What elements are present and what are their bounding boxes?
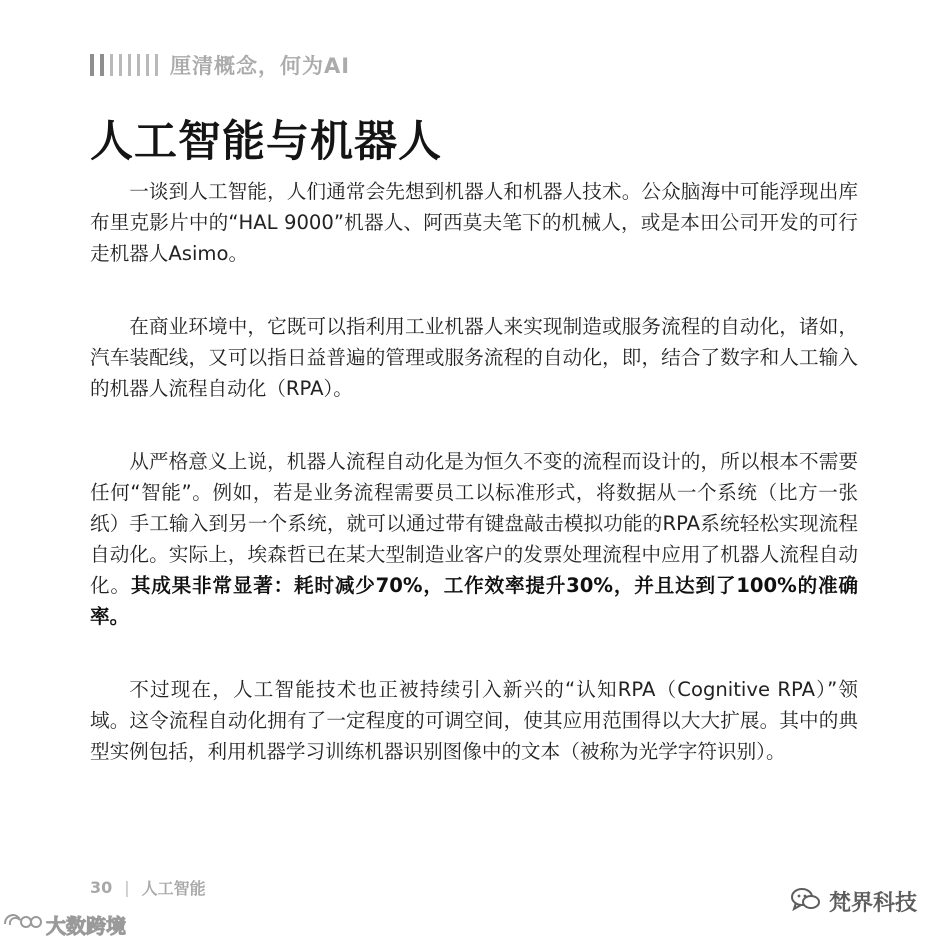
section-title: 厘清概念，何为AI <box>170 54 351 78</box>
paragraph-3-highlight: 其成果非常显著：耗时减少70%，工作效率提升30%，并且达到了100%的准确率。 <box>90 574 858 628</box>
page-title: 人工智能与机器人 <box>90 117 442 167</box>
footer-separator: | <box>124 877 130 897</box>
logo-mark-icon <box>2 910 42 939</box>
paragraph-3 <box>90 446 858 632</box>
watermark-left-text: 大数跨境 <box>46 914 126 938</box>
paragraph-4: 不过现在，人工智能技术也正被持续引入新兴的“认知RPA（Cognitive RPA）”领域。这令流程自动化拥有了一定程度的可调空间，使其应用范围得以大大扩展。其中的典型实例包括，利用机器学习训练机器识别图像中的文本（被称为光学字符识别）。 <box>90 678 858 763</box>
paragraph-3-text: 从严格意义上说，机器人流程自动化是为恒久不变的流程而设计的，所以根本不需要任何“智能”。例如，若是业务流程需要员工以标准形式，将数据从一个系统（比方一张纸）手工输入到另一个系统，就可以通过带有键盘敲击模拟功能的RPA系统轻松实现流程自动化。实际上，埃森哲已在某大型制造业客户的发票处理流程中应用了机器人流程自动化。 <box>90 450 858 597</box>
header-bars-icon <box>90 54 158 76</box>
watermark-logo <box>2 910 126 939</box>
page-number: 30 <box>90 877 113 897</box>
article-body <box>90 176 858 809</box>
page-footer <box>90 876 206 898</box>
watermark-right-text: 梵界科技 <box>828 891 917 916</box>
paragraph-1: 一谈到人工智能，人们通常会先想到机器人和机器人技术。公众脑海中可能浮现出库布里克影片中的“HAL 9000”机器人、阿西莫夫笔下的机械人，或是本田公司开发的可行走机器人Asimo。 <box>90 180 858 265</box>
book-title: 人工智能 <box>141 878 206 898</box>
section-header <box>90 50 350 80</box>
paragraph-2: 在商业环境中，它既可以指利用工业机器人来实现制造或服务流程的自动化，诸如，汽车装配线，又可以指日益普遍的管理或服务流程的自动化，即，结合了数字和人工输入的机器人流程自动化（RPA）。 <box>90 315 858 400</box>
wechat-icon <box>791 887 821 917</box>
watermark-wechat <box>791 886 917 917</box>
